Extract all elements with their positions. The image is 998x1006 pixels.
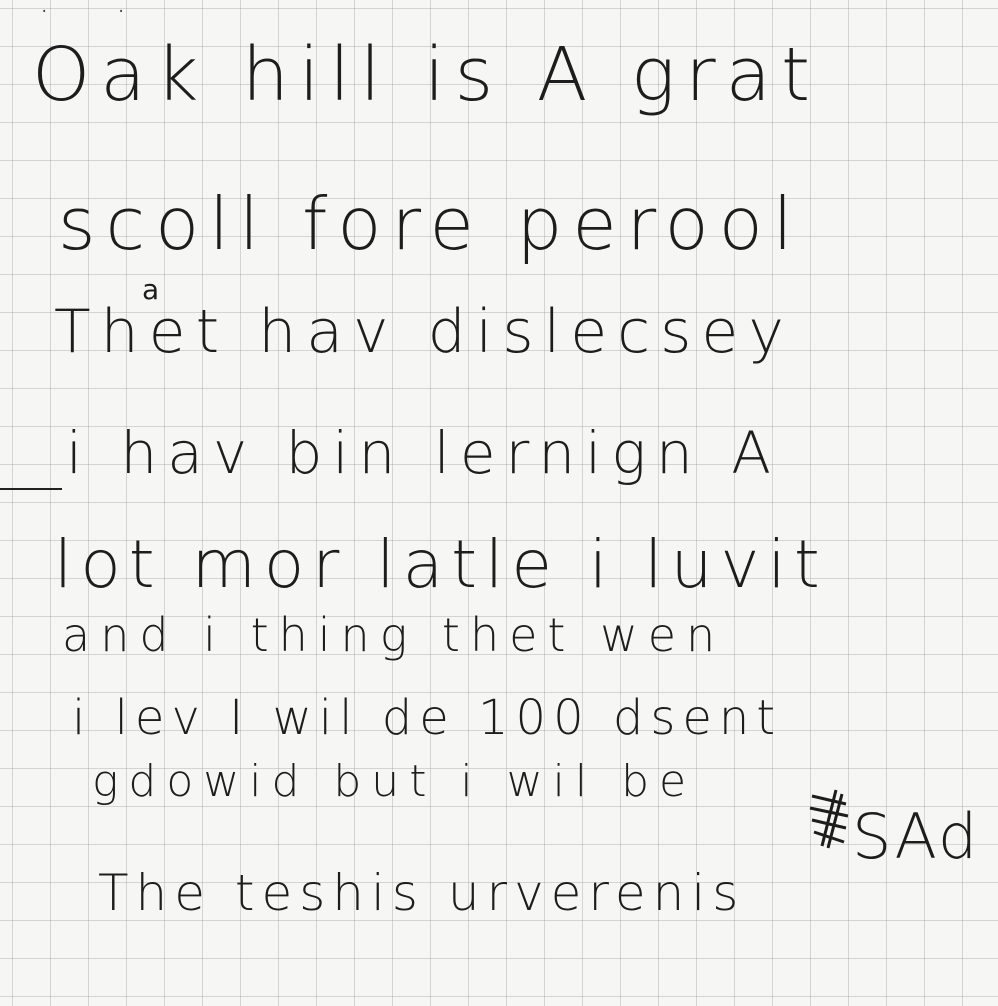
- note-line-8: gdowid but i wil be: [92, 756, 697, 807]
- note-line-6: and i thing thet wen: [62, 608, 726, 662]
- note-line-9: The teshis urverenis: [98, 864, 746, 922]
- sad-word: SAd: [852, 800, 980, 873]
- crossed-out-scribble: [806, 786, 852, 850]
- note-line-3: Thet hav dislecsey: [54, 297, 794, 367]
- inserted-letter: a: [142, 273, 160, 306]
- note-line-1: Oak hill is A grat: [32, 32, 821, 118]
- note-line-2: scoll fore perool: [58, 182, 803, 266]
- note-line-5: lot mor latle i luvit: [54, 526, 828, 603]
- note-line-7: i lev I wil de 100 dsent: [72, 690, 783, 746]
- page-top-marks: . .: [40, 0, 156, 16]
- margin-dash: [0, 488, 62, 490]
- note-line-4: i hav bin lernign A: [66, 419, 781, 487]
